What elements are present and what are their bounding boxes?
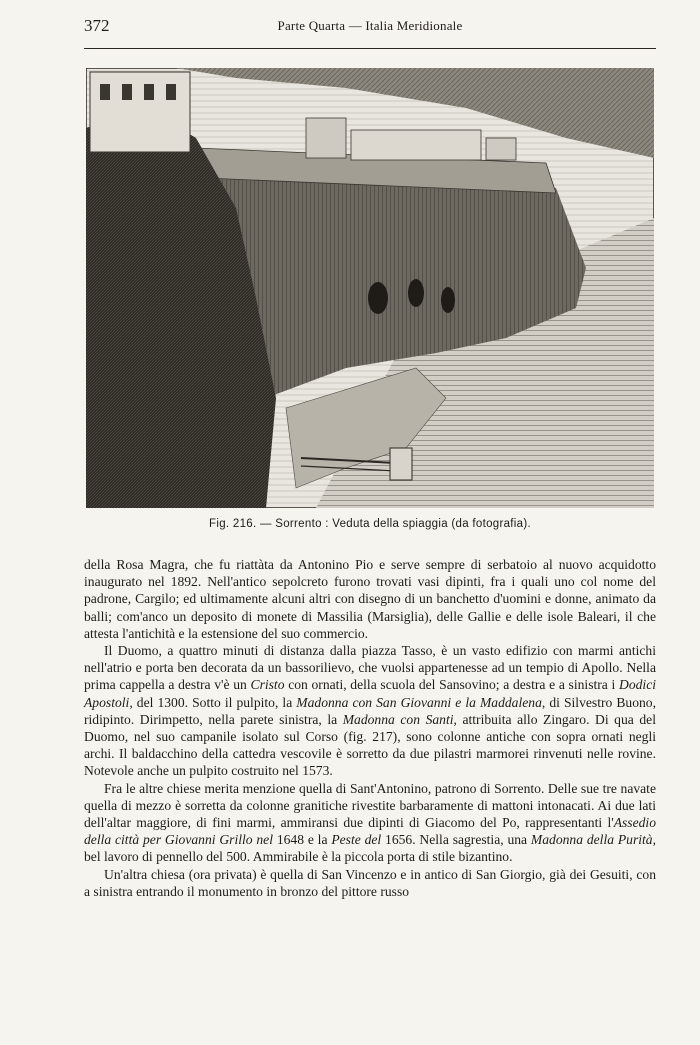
text-run: , bel lavoro di pennello del 500. Ammirabile è la piccola porta di stile bizantino. (84, 832, 656, 865)
paragraph (84, 642, 656, 780)
italic-text-run: Madonna della Purità (530, 832, 653, 848)
page-header (84, 16, 656, 40)
text-run: con ornati, della scuola del Sansovino; a destra e a sinistra i (284, 677, 619, 693)
text-run: , del 1300. Sotto il pulpito, la (129, 694, 297, 710)
italic-text-run: Madonna con San Giovanni e la Maddalena (296, 694, 542, 710)
text-run: della Rosa Magra, che fu riattàta da Antonino Pio e serve sempre di serbatoio al nuovo acquidotto inaugurato nel 1892. Nell'antico sepolcreto furono trovati vasi dipinti, fra i quali uno col nome del padrone, Cargilo; ed ultimamente alcuni altri con disegno di un banchetto d'uomini e donne, animato da balli; com'anco un deposito di monete di Massilia (Marsiglia), delle Gallie e delle isole Baleari, il che attesta l'antichità e la estensione del suo commercio. (84, 557, 656, 641)
italic-text-run: Assedio della città per Giovanni Grillo nel (84, 815, 656, 848)
italic-text-run: Madonna con Santi (342, 711, 454, 727)
italic-text-run: Dodici Apostoli (84, 677, 656, 710)
text-run: 1656. Nella sagrestia, una (381, 832, 531, 848)
text-run: Un'altra chiesa (ora privata) è quella di San Vincenzo e in antico di San Giorgio, già dei Gesuiti, con a sinistra entrando il monumento in bronzo del pittore russo (84, 866, 656, 899)
text-run: Fra le altre chiese merita menzione quella di Sant'Antonino, patrono di Sorrento. Delle sue tre navate quella di mezzo è sorretta da colonne granitiche rivestite barbaramente di mattoni intonacati. Ai due lati dell'altar maggiore, di fini marmi, ammiransi due dipinti di Giacomo del Po, rappresentanti l' (84, 780, 656, 831)
paragraph (84, 866, 656, 900)
italic-text-run: Peste del (331, 832, 382, 848)
paragraph (84, 556, 656, 642)
italic-text-run: Cristo (250, 677, 285, 693)
running-head: Parte Quarta — Italia Meridionale (277, 18, 463, 33)
header-rule (84, 48, 656, 49)
text-run: 1648 e la (273, 832, 332, 848)
text-run: , di Silvestro Buono, ridipinto. Dirimpetto, nella parete sinistra, la (84, 694, 656, 727)
paragraph (84, 780, 656, 866)
text-run: Il Duomo, a quattro minuti di distanza dalla piazza Tasso, è un vasto edifizio con marmi antichi nell'atrio e porta ben decorata da un bassorilievo, che vuolsi appartenesse ad un tempio di Apollo. Nella prima cappella a destra v'è un (84, 643, 656, 693)
page-number: 372 (84, 16, 110, 35)
text-run: , attribuita allo Zingaro. Di qua del Duomo, nel suo campanile isolato sul Corso (fig. 217), sono colonne antiche con sopra ornati negli archi. Il baldacchino della cattedra vescovile è sorretto da due pilastri marmorei rinvenuti nelle rovine. Notevole anche un pulpito costruito nel 1573. (84, 711, 656, 779)
figure-caption: Fig. 216. — Sorrento : Veduta della spiaggia (da fotografia). (209, 518, 531, 530)
body-text (84, 556, 656, 900)
engraving-illustration (86, 68, 654, 508)
